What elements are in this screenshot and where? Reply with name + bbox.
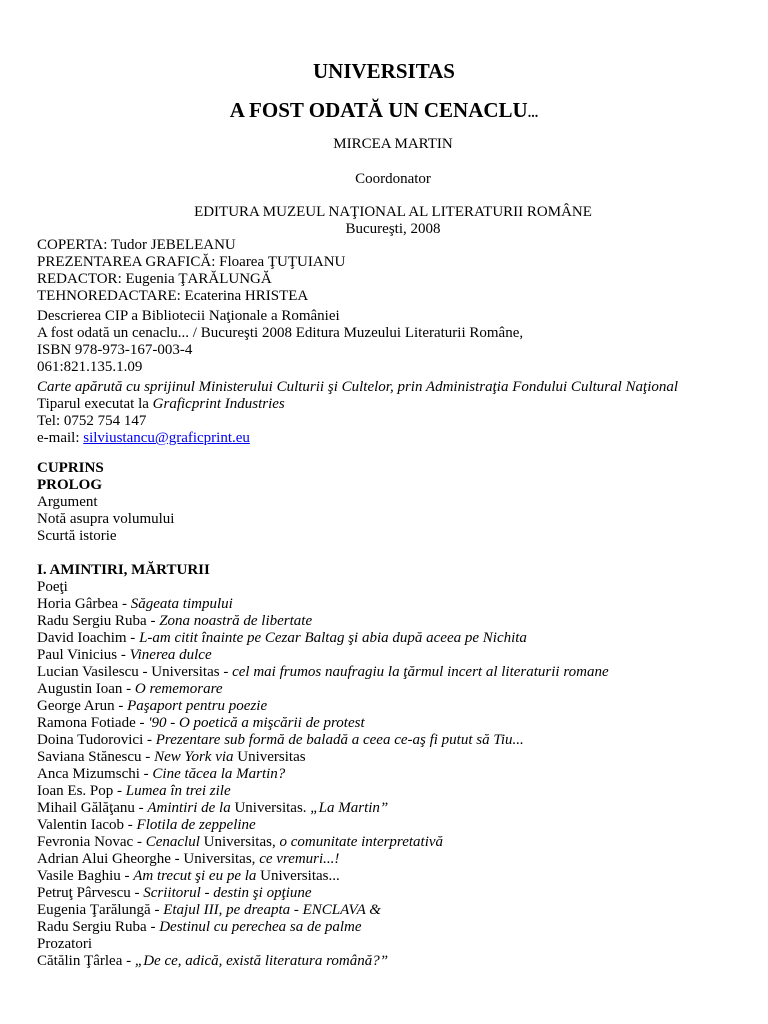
entry-title: Cenaclul xyxy=(145,834,204,850)
toc-entries xyxy=(37,596,757,936)
toc-entry xyxy=(37,766,757,783)
toc-heading: CUPRINS xyxy=(37,460,104,476)
entry-text: Universitas. xyxy=(234,800,311,816)
toc-entry xyxy=(37,834,757,851)
entry-text: Universitas, xyxy=(203,834,280,850)
toc-entry xyxy=(37,715,757,732)
entry-title: Zona noastră de libertate xyxy=(159,613,313,629)
subtitle-ellipsis: ... xyxy=(527,106,539,121)
entry-title: Cine tăcea la Martin? xyxy=(152,766,286,782)
entry-title: o comunitate interpretativă xyxy=(279,834,444,850)
toc-entry xyxy=(37,681,757,698)
cip-line: A fost odată un cenaclu... / Bucureşti 2008 Editura Muzeului Literaturii Române, xyxy=(37,325,524,341)
toc-entry xyxy=(37,885,757,902)
email-link[interactable]: silviustancu@graficprint.eu xyxy=(83,430,250,446)
credit-line: REDACTOR: Eugenia ŢARĂLUNGĂ xyxy=(37,271,272,287)
prolog-heading: PROLOG xyxy=(37,477,103,493)
entry-author: Saviana Stănescu - xyxy=(37,749,155,765)
entry-title: L-am citit înainte pe Cezar Baltag şi abia după aceea pe Nichita xyxy=(139,630,527,646)
cip-line: Descrierea CIP a Bibliotecii Naţionale a României xyxy=(37,308,340,324)
place-year: Bucureşti, 2008 xyxy=(345,221,441,237)
entry-title: Amintiri de la xyxy=(147,800,235,816)
entry-author: Valentin Iacob - xyxy=(37,817,137,833)
entry-author: Radu Sergiu Ruba - xyxy=(37,613,160,629)
entry-author: Horia Gârbea - xyxy=(37,596,131,612)
prolog-item: Argument xyxy=(37,494,98,510)
entry-text: Universitas xyxy=(237,749,306,765)
entry-title: Scriitorul - destin şi opţiune xyxy=(143,885,312,901)
subtitle-text: A FOST ODATĂ UN CENACLU xyxy=(229,98,528,122)
entry-author: Ioan Es. Pop - xyxy=(37,783,126,799)
entry-title: '90 - O poetică a mişcării de protest xyxy=(148,715,365,731)
entry-author: Cătălin Ţârlea - xyxy=(37,953,135,969)
toc-entry xyxy=(37,749,757,766)
entry-title: O rememorare xyxy=(134,681,223,697)
entry-author: Adrian Alui Gheorghe - Universitas, xyxy=(37,851,260,867)
entry-title: Vinerea dulce xyxy=(129,647,212,663)
entry-title: Etajul III, pe dreapta - ENCLAVA & xyxy=(163,902,381,918)
toc-entry xyxy=(37,851,757,868)
toc-entry xyxy=(37,902,757,919)
toc-entry xyxy=(37,800,757,817)
entry-title: Am trecut şi eu pe la xyxy=(133,868,261,884)
entry-author: David Ioachim - xyxy=(37,630,140,646)
entry-author: Lucian Vasilescu - Universitas - xyxy=(37,664,233,680)
credits-block xyxy=(37,237,757,305)
section1-block xyxy=(37,562,757,970)
printer-name: Graficprint Industries xyxy=(152,396,285,412)
entry-author: Ramona Fotiade - xyxy=(37,715,149,731)
credit-line: TEHNOREDACTARE: Ecaterina HRISTEA xyxy=(37,288,309,304)
prolog-item: Notă asupra volumului xyxy=(37,511,175,527)
toc-entry xyxy=(37,613,757,630)
toc-entry xyxy=(37,732,757,749)
entry-title: Paşaport pentru poezie xyxy=(127,698,268,714)
entry-title: Flotila de zeppeline xyxy=(136,817,256,833)
toc-entry xyxy=(37,596,757,613)
entry-author: Radu Sergiu Ruba - xyxy=(37,919,160,935)
entry-author: Vasile Baghiu - xyxy=(37,868,134,884)
entry-title: Lumea în trei zile xyxy=(125,783,231,799)
email-line xyxy=(37,430,757,447)
printer-line xyxy=(37,396,757,413)
credit-line: PREZENTAREA GRAFICĂ: Floarea ŢUŢUIANU xyxy=(37,254,346,270)
support-line: Carte apărută cu sprijinul Ministerului Culturii şi Cultelor, prin Administraţia Fondului Cultural Naţional xyxy=(37,379,679,395)
book-title: UNIVERSITAS xyxy=(313,59,455,83)
entry-author: Augustin Ioan - xyxy=(37,681,135,697)
prolog-item: Scurtă istorie xyxy=(37,528,117,544)
entry-title: „De ce, adică, există literatura română?” xyxy=(134,953,389,969)
toc-entry xyxy=(37,698,757,715)
publisher: EDITURA MUZEUL NAŢIONAL AL LITERATURII ROMÂNE xyxy=(194,204,592,220)
entry-author: Doina Tudorovici - xyxy=(37,732,156,748)
toc-entry xyxy=(37,953,757,970)
entry-title: Destinul cu perechea sa de palme xyxy=(159,919,362,935)
toc-entry xyxy=(37,664,757,681)
entry-author: Anca Mizumschi - xyxy=(37,766,153,782)
entry-author: Eugenia Ţarălungă - xyxy=(37,902,164,918)
credit-line: COPERTA: Tudor JEBELEANU xyxy=(37,237,236,253)
entry-author: George Arun - xyxy=(37,698,128,714)
toc-entry xyxy=(37,647,757,664)
entry-title: Săgeata timpului xyxy=(130,596,233,612)
entry-text: Universitas... xyxy=(260,868,340,884)
prose-entries xyxy=(37,953,757,970)
cip-line: 061:821.135.1.09 xyxy=(37,359,143,375)
book-subtitle xyxy=(0,97,768,127)
cip-line: ISBN 978-973-167-003-4 xyxy=(37,342,193,358)
printer-prefix: Tiparul executat la xyxy=(37,396,153,412)
entry-author: Petruţ Pârvescu - xyxy=(37,885,144,901)
toc-entry xyxy=(37,919,757,936)
entry-title: „La Martin” xyxy=(310,800,389,816)
prose-label: Prozatori xyxy=(37,936,92,952)
author-role: Coordonator xyxy=(355,171,431,187)
toc-entry xyxy=(37,630,757,647)
tel-line: Tel: 0752 754 147 xyxy=(37,413,147,429)
section-heading: I. AMINTIRI, MĂRTURII xyxy=(37,562,210,578)
entry-title: cel mai frumos naufragiu la ţărmul incert al literaturii romane xyxy=(232,664,609,680)
entry-title: Prezentare sub formă de baladă a ceea ce-aş fi putut să Tiu... xyxy=(155,732,524,748)
entry-author: Mihail Gălăţanu - xyxy=(37,800,148,816)
email-prefix: e-mail: xyxy=(37,430,84,446)
toc-block xyxy=(37,460,757,545)
poets-label: Poeţi xyxy=(37,579,68,595)
entry-title: New York via xyxy=(154,749,238,765)
print-info-block xyxy=(37,379,757,447)
author-name: MIRCEA MARTIN xyxy=(333,136,453,152)
entry-author: Fevronia Novac - xyxy=(37,834,146,850)
toc-entry xyxy=(37,868,757,885)
cip-block xyxy=(37,308,757,376)
entry-title: ce vremuri...! xyxy=(259,851,340,867)
toc-entry xyxy=(37,783,757,800)
entry-author: Paul Vinicius - xyxy=(37,647,130,663)
toc-entry xyxy=(37,817,757,834)
